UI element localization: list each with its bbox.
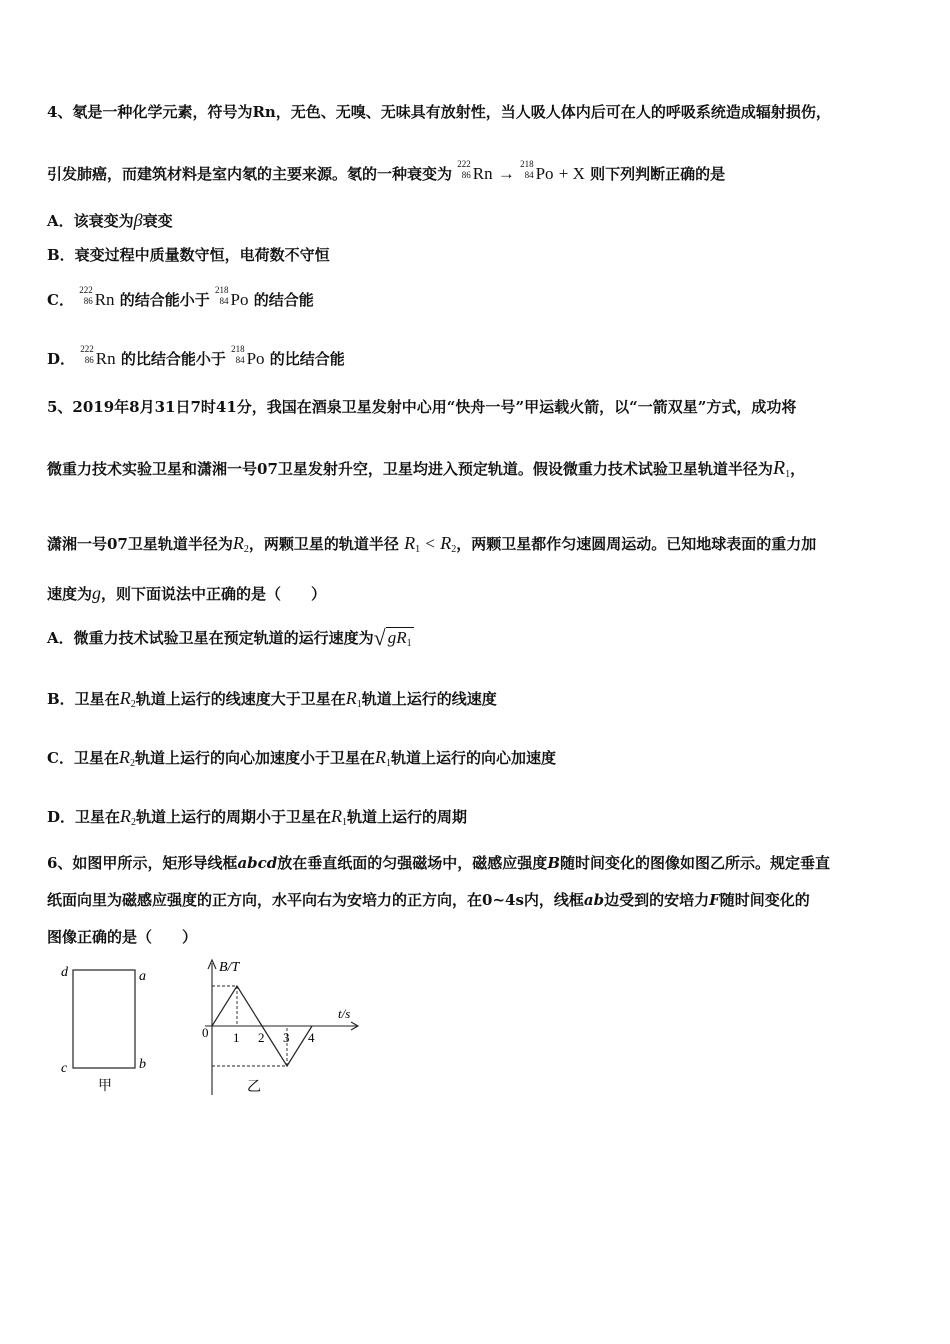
- corner-d: d: [61, 965, 68, 980]
- q4-option-a: A．该衰变为β衰变: [47, 210, 173, 230]
- q5-option-a: A．微重力技术试验卫星在预定轨道的运行速度为√ $gR_1$: [47, 628, 414, 654]
- x-tick-4: 4: [308, 1030, 315, 1045]
- x-tick-2: 2: [258, 1030, 265, 1045]
- y-axis-label: B/T: [219, 960, 240, 975]
- plus-x: + X: [558, 164, 585, 183]
- q5-option-b: B．卫星在$R_2$轨道上运行的线速度大于卫星在$R_1$轨道上运行的线速度: [47, 688, 497, 710]
- q4-line2-post: 则下列判断正确的是: [590, 165, 726, 183]
- q4-line2-pre: 引发肺癌，而建筑材料是室内氡的主要来源。氡的一种衰变为: [47, 165, 453, 183]
- q5-option-d: D．卫星在$R_2$轨道上运行的周期小于卫星在$R_1$轨道上运行的周期: [47, 806, 468, 828]
- q4-option-c: C． 222 86 Rn 的结合能小于 218 84 Po 的结合能: [47, 284, 314, 309]
- q5-option-c: C．卫星在$R_2$轨道上运行的向心加速度小于卫星在$R_1$轨道上运行的向心加速度: [47, 747, 556, 769]
- caption-jia: 甲: [98, 1078, 112, 1094]
- q4-line1: 4、氡是一种化学元素，符号为Rn，无色、无嗅、无味具有放射性，当人吸人体内后可在人的呼吸系统造成辐射损伤，: [47, 103, 831, 121]
- x-tick-3: 3: [283, 1030, 290, 1045]
- q4-line2: [47, 158, 726, 187]
- q6-line2: 纸面向里为磁感应强度的正方向，水平向右为安培力的正方向，在0~4s内，线框ab边受到的安培力F随时间变化的: [47, 891, 810, 909]
- y-axis: [208, 960, 216, 1095]
- x-tick-1: 1: [233, 1030, 240, 1045]
- decay-arrow: →: [497, 164, 515, 183]
- po-nuclide: 218 84 Po: [520, 158, 554, 183]
- sqrt-gR1: √ $gR_1$: [373, 625, 412, 650]
- q4-option-d: D． 222 86 Rn 的比结合能小于 218 84 Po 的比结合能: [47, 343, 345, 368]
- origin-label: 0: [202, 1025, 209, 1040]
- q6-line1: 6、如图甲所示，矩形导线框abcd放在垂直纸面的匀强磁场中，磁感应强度B随时间变化的图像如图乙所示。规定垂直: [47, 854, 831, 872]
- q5-line2: 微重力技术实验卫星和潇湘一号07卫星发射升空，卫星均进入预定轨道。假设微重力技术试验卫星轨道半径为$R_1$，: [47, 457, 806, 480]
- rn-nuclide: 222 86 Rn: [457, 158, 493, 183]
- q6-line3: 图像正确的是（ ）: [47, 928, 198, 946]
- corner-c: c: [61, 1061, 68, 1076]
- q5-line3: 潇湘一号07卫星轨道半径为$R_2$，两颗卫星的轨道半径 $R_1 < R_2$，两颗卫星都作匀速圆周运动。已知地球表面的重力加: [47, 533, 817, 555]
- corner-b: b: [139, 1057, 146, 1072]
- caption-yi: 乙: [247, 1079, 261, 1095]
- q4-option-b: B．衰变过程中质量数守恒，电荷数不守恒: [47, 246, 330, 264]
- q5-line4: 速度为g，则下面说法中正确的是（ ）: [47, 583, 327, 603]
- q5-line1: 5、2019年8月31日7时41分，我国在酒泉卫星发射中心用“快舟一号”甲运载火箭，以“一箭双星”方式，成功将: [47, 398, 797, 416]
- figure-jia: [55, 960, 165, 1100]
- x-axis-label: t/s: [338, 1006, 351, 1021]
- wire-frame: [73, 970, 135, 1068]
- x-axis: [205, 1022, 358, 1030]
- corner-a: a: [139, 969, 146, 984]
- figure-yi: [195, 955, 370, 1100]
